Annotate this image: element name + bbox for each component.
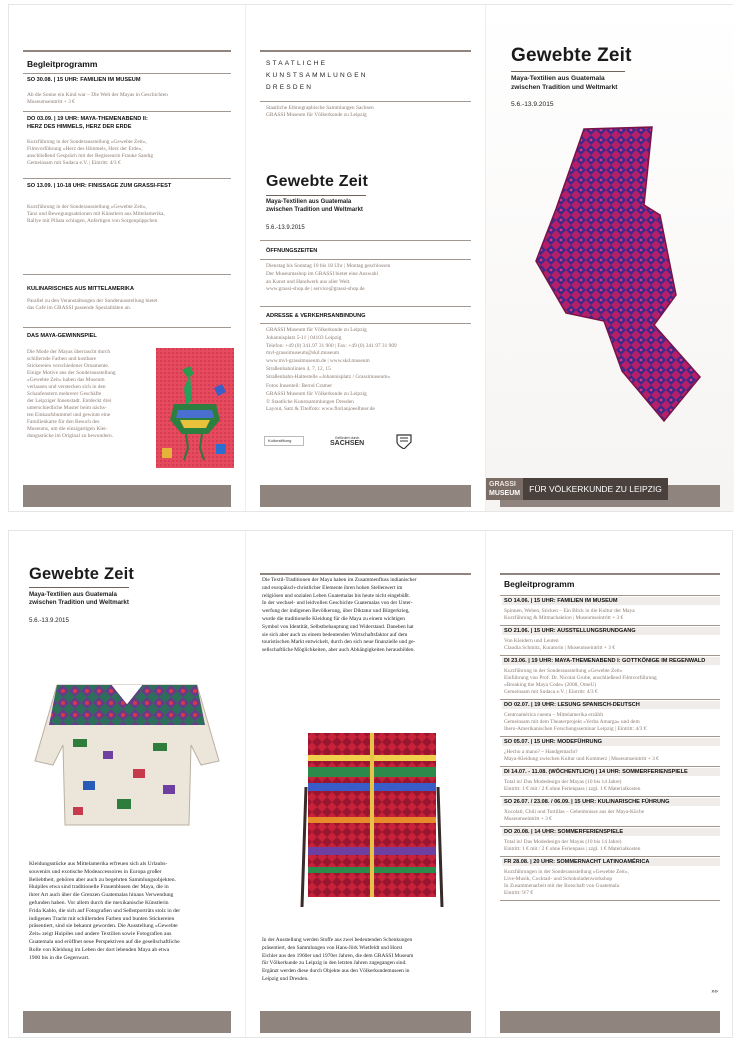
hours-text: Dienstag bis Sonntag 10 bis 18 Uhr | Montag geschlossen Der Museumsshop im GRASSI bietet eine Auswahl an Kunst und Handwerk aus aller Welt. www.grassi-shop.de | service@grassi-shop.de (266, 263, 391, 293)
divider (260, 50, 471, 52)
divider (23, 178, 231, 179)
kulinarisch-title: KULINARISCHES AUS MITTELAMERIKA (27, 286, 135, 292)
intro-text: Kleidungsstücke aus Mittelamerika erfreuen sich als Urlaubs- souvenirs und exotische Modeaccessoires in Europa großer Beliebtheit, gehören aber auch zu begehrten Sammlungsobjekten. Huipiles etwa sind traditionelle Frauenblusen der Maya, die in ihrer Art auch über die Grenzen Guatemalas hinaus Verwendung gefunden haben. Vor allem durch die mexikanische Künstlerin Frida Kahlo, die sich auf Fotografien und Selbstporträts stolz in der indigenen Tracht mit schillernden Farben und bunten Stickereien präsentiert, sind sie bekannt geworden. Die Ausstellung »Gewebte Zeit« zeigt Huipiles und andere Textilien sowie Fotografien aus Guatemala und eröffnet neue Perspektiven auf die gesellschaftliche Rolle von Kleidung im Leben der dort lebenden Maya ab etwa 1900 bis in die Gegenwart. (29, 861, 181, 961)
event-description: Kurzführung in der Sonderausstellung »Gewebte Zeit« Einführung von Prof. Dr. Nicolai Grube, anschließend Filmvorführung »Breaking the Maya Code« (2008, OmeU) Gemeinsam mit Sudaca e.V. | Eintritt: 4/3 € (504, 668, 657, 695)
event-heading: FR 28.08. | 20 UHR: SOMMERNACHT LATINOAMÉRICA (502, 858, 720, 866)
divider (260, 240, 471, 241)
more-indicator: »» (711, 989, 718, 995)
divider (500, 699, 720, 700)
panel-footer-bar (260, 485, 471, 507)
divider (260, 259, 471, 260)
gewinnspiel-text: Die Mode der Mayas überrascht durch schillernde Farben und kostbare Stickereien verschiedener Ornamente. Einige Motive aus der Sonderausstellung »Gewebte Zeit« haben das Museum verlassen und verstecken sich in den Schaufenstern mehrerer Geschäfte der Leipziger Innenstadt. Entdeckt drei unterschiedliche Muster beim nächs- ten Einkaufsbummel und gewinnt eine Familienkarte für den Besuch des Museums, um die einzigartigen Klei- dungsstücke im Original zu bewundern. (27, 349, 116, 439)
panel-intro (9, 531, 245, 1037)
event-description: Total in! Das Modedesign der Mayas (10 bis 14 Jahre) Eintritt: 1 € mit / 2 € ohne Ferienpass | zzgl. 1 € Materialkosten (504, 779, 641, 792)
divider (260, 101, 471, 102)
divider (260, 323, 471, 324)
event-description: ¿Hecho a mano? – Handgemacht? Maya-Kleidung zwischen Kultur und Kommerz | Museumseintritt + 3 € (504, 749, 659, 762)
event-description: Kurzführung in der Sonderausstellung »Gewebte Zeit«, Tanz und Bewegungsaktionen mit Künstlern aus Mittelamerika, Rallye mit Piñata schlagen, Anfertigen von Sorgenpüppchen (27, 204, 165, 224)
panel-program-part1 (485, 531, 734, 1037)
event-description: Centroamérica cuenta – Mittelamerika erzählt Gemeinsam mit dem Theaterprojekt »Yerba Amarga« und dem Ibero-Amerikanischen Forschungsseminar Leipzig | Eintritt: 4/3 € (504, 712, 647, 732)
panel-program-part2 (9, 5, 245, 511)
divider (500, 796, 720, 797)
inside-title: Gewebte Zeit (29, 565, 135, 583)
divider (500, 655, 720, 656)
panel-cover (485, 5, 734, 511)
event-description: Kurzführung in der Sonderausstellung »Gewebte Zeit«, Filmvorführung »Herz des Himmels, Herz der Erde«, anschließend Gespräch mit der Regisseurin Frauke Sandig Gemeinsam mit Sudaca e.V. | Eintritt: 4/3 € (27, 139, 154, 166)
divider (23, 111, 231, 112)
event-heading: SO 05.07. | 15 UHR: MODEFÜHRUNG (502, 738, 720, 746)
skd-logo: STAATLICHE KUNSTSAMMLUNGEN DRESDEN (266, 60, 368, 91)
event-heading: DI 23.06. | 19 UHR: MAYA-THEMENABEND I: GOTTKÖNIGE IM REGENWALD (502, 657, 720, 665)
bird-textile-image (156, 348, 234, 468)
sachsen-logo: Gefördert durch SACHSEN (330, 435, 365, 447)
divider (500, 856, 720, 857)
event-heading: DO 20.08. | 14 UHR: SOMMERFERIENSPIELE (502, 828, 720, 836)
divider (23, 73, 231, 74)
divider (260, 306, 471, 307)
divider (500, 595, 720, 596)
cover-date: 5.6.-13.9.2015 (511, 101, 554, 108)
divider (500, 573, 720, 575)
divider (500, 766, 720, 767)
event-heading: SO 30.08. | 15 UHR: FAMILIEN IM MUSEUM (27, 77, 141, 83)
event-heading: DO 02.07. | 19 UHR: LESUNG SPANISCH-DEUTSCH (502, 701, 720, 709)
gewinnspiel-title: DAS MAYA-GEWINNSPIEL (27, 333, 97, 339)
event-description: Xocolatl, Chili und Tortillas – Geheimnisse aus der Maya-Küche Museumseintritt + 3 € (504, 809, 645, 822)
brochure-outside (8, 4, 733, 512)
event-heading: DI 14.07. - 11.08. (WÖCHENTLICH) | 14 UHR: SOMMERFERIENSPIELE (502, 768, 720, 776)
text-top: Die Textil-Traditionen der Maya haben im Zusammenfluss indianischer und europäisch-christlicher Elemente ihren hohen Stellenwert im religiösen und sozialen Leben Guatemalas bis heute nicht eingebüßt. In der wechsel- und leidvollen Geschichte Guatemalas von der Unter- werfung der indigenen Bevölkerung, über Diktatur und Bürgerkrieg, wurde die traditionelle Kleidung für die Maya zu einem wichtigen Symbol von Identität, Selbstbehauptung und Widerstand. Daneben hat sie sich aber auch zu einem bedeutenden Wirtschaftsfaktor auf dem touristischen Markt entwickelt, durch den sich neue finanzielle und ge- sellschaftliche Möglichkeiten, aber auch Abhängigkeiten herausbilden. (262, 577, 417, 654)
cover-subtitle: Maya-Textilien aus Guatemala zwischen Tradition und Weltmarkt (511, 75, 618, 91)
event-heading: SO 21.06. | 15 UHR: AUSSTELLUNGSRUNDGANG (502, 627, 720, 635)
panel-text (245, 531, 485, 1037)
credits-text: Fotos Innenteil: Bernd Cramer GRASSI Museum für Völkerkunde zu Leipzig © Staatliche Kunstsammlungen Dresden Layout, Satz & Titelfoto: www.florianjoeelhner.de (266, 383, 375, 413)
coat-of-arms-icon (394, 433, 414, 449)
panel-footer-bar (500, 1011, 720, 1033)
event-description: Von Kleidern und Leuten Claudia Schmitz, Kuratorin | Museumseintritt + 3 € (504, 638, 616, 651)
event-description: Kurzführungen in der Sonderausstellung »Gewebte Zeit«, Live-Musik, Cocktail- und Schokoladenworkshop In Zusammenarbeit mit der Botschaft von Guatemala Eintritt: 9/7 € (504, 869, 629, 896)
panel-footer-bar (23, 1011, 231, 1033)
event-description: Spinnen, Weben, Sticken – Ein Blick in die Kultur der Maya Kurzführung & Mitmachaktion | Museumseintritt + 3 € (504, 608, 635, 621)
exhibition-subtitle: Maya-Textilien aus Guatemala zwischen Tradition und Weltmarkt (266, 199, 363, 213)
divider (500, 625, 720, 626)
title-rule (511, 71, 625, 72)
event-heading: SO 14.06. | 15 UHR: FAMILIEN IM MUSEUM (502, 597, 720, 605)
divider (260, 573, 471, 575)
divider (23, 50, 231, 52)
panel-info (245, 5, 485, 511)
divider (23, 274, 231, 275)
event-description: Total in! Das Modedesign der Mayas (10 bis 14 Jahre) Eintritt: 1 € mit / 2 € ohne Ferienpass | zzgl. 1 € Materialkosten (504, 839, 641, 852)
sponsor-logos (264, 433, 414, 449)
title-rule (29, 587, 129, 588)
event-heading: DO 03.09. | 19 UHR: MAYA-THEMENABEND II: HERZ DES HIMMELS, HERZ DER ERDE (27, 116, 148, 130)
inside-date: 5.6.-13.9.2015 (29, 617, 69, 624)
red-textile-image (292, 727, 452, 917)
title-rule (266, 195, 366, 196)
inside-subtitle: Maya-Textilien aus Guatemala zwischen Tradition und Weltmarkt (29, 591, 129, 607)
kulinarisch-text: Parallel zu den Veranstaltungen der Sonderausstellung bietet das Café im GRASSI passende Spezialitäten an. (27, 298, 158, 311)
event-heading: SO 26.07. / 23.08. / 06.09. | 15 UHR: KULINARISCHE FÜHRUNG (502, 798, 720, 806)
divider (500, 826, 720, 827)
event-description: Ab die Sonne ein Kind war – Die Welt der Mayas in Geschichten Museumseintritt + 3 € (27, 92, 168, 105)
address-title: ADRESSE & VERKEHRSANBINDUNG (266, 313, 366, 319)
exhibition-title: Gewebte Zeit (266, 173, 368, 190)
cover-title: Gewebte Zeit (511, 45, 632, 66)
divider (500, 900, 720, 901)
brochure-inside (8, 530, 733, 1038)
divider (500, 736, 720, 737)
kulturstiftung-logo: Kulturstiftung (264, 436, 304, 447)
org-subtitle: Staatliche Ethnographische Sammlungen Sachsen GRASSI Museum für Völkerkunde zu Leipzig (266, 105, 374, 118)
hours-title: ÖFFNUNGSZEITEN (266, 248, 318, 254)
event-heading: SO 13.09. | 10-18 UHR: FINISSAGE ZUM GRASSI-FEST (27, 183, 172, 189)
grassi-museum-logo: GRASSI MUSEUM FÜR VÖLKERKUNDE ZU LEIPZIG (486, 478, 668, 500)
section-title: Begleitprogramm (504, 579, 575, 589)
exhibition-date: 5.6.-13.9.2015 (266, 225, 305, 231)
text-bottom: In der Ausstellung werden Stoffe aus zwei bedeutenden Schenkungen präsentiert, den Sammlungen von Hans-Jörk Wietfeldt und Horst Eichler aus den 1960er und 1970er Jahren, die dem GRASSI Museum für Völkerkunde zu Leipzig in den letzten Jahren zugegangen sind. Ergänzt werden diese durch Objekte aus den Völkerkundemuseen in Leipzig und Dresden. (262, 937, 414, 982)
divider (23, 327, 231, 328)
panel-footer-bar (23, 485, 231, 507)
panel-footer-bar (260, 1011, 471, 1033)
section-title: Begleitprogramm (27, 59, 98, 69)
cover-textile-image (526, 125, 704, 425)
huipil-image (33, 661, 221, 831)
address-text: GRASSI Museum für Völkerkunde zu Leipzig Johannisplatz 5-11 | 04103 Leipzig Telefon: +49 (0) 341.97 31 900 | Fax: +49 (0) 341.97 31 909 mvl-grassimuseum@skd.museum www.mvl-grassimuseum.de | www.skd.museum Straßenbahnlinien 4, 7, 12, 15 Straßenbahn-Haltestelle »Johannisplatz / Grassimuseum« (266, 327, 397, 380)
